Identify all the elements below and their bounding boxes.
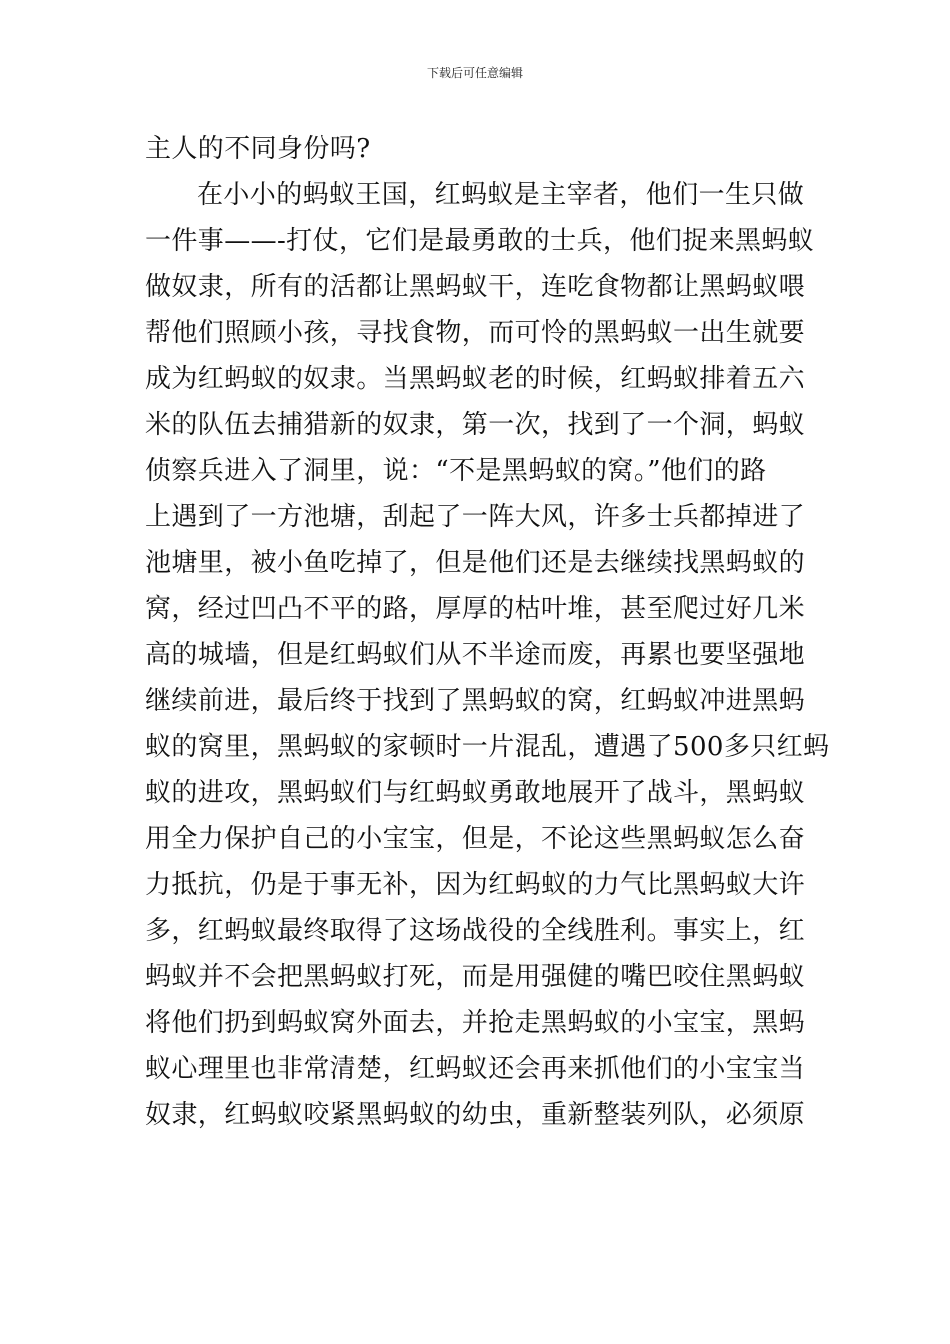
text-line: 蚁的窝里，黑蚂蚁的家顿时一片混乱，遭遇了500多只红蚂 <box>145 732 830 762</box>
text-line: 蚁心理里也非常清楚，红蚂蚁还会再来抓他们的小宝宝当 <box>145 1054 806 1084</box>
text-line: 上遇到了一方池塘，刮起了一阵大风，许多士兵都掉进了 <box>145 502 806 532</box>
text-line: 窝，经过凹凸不平的路，厚厚的枯叶堆，甚至爬过好几米 <box>145 594 806 624</box>
text-line: 侦察兵进入了洞里，说：“不是黑蚂蚁的窝。”他们的路 <box>145 456 767 486</box>
text-line: 蚂蚁并不会把黑蚂蚁打死，而是用强健的嘴巴咬住黑蚂蚁 <box>145 962 806 992</box>
text-line: 主人的不同身份吗? <box>145 134 371 164</box>
text-line: 继续前进，最后终于找到了黑蚂蚁的窝，红蚂蚁冲进黑蚂 <box>145 686 806 716</box>
text-line: 力抵抗，仍是于事无补，因为红蚂蚁的力气比黑蚂蚁大许 <box>145 870 806 900</box>
text-line: 用全力保护自己的小宝宝，但是，不论这些黑蚂蚁怎么奋 <box>145 824 806 854</box>
text-line: 做奴隶，所有的活都让黑蚂蚁干，连吃食物都让黑蚂蚁喂 <box>145 272 806 302</box>
text-line: 奴隶，红蚂蚁咬紧黑蚂蚁的幼虫，重新整装列队，必须原 <box>145 1100 806 1130</box>
text-line: 米的队伍去捕猎新的奴隶，第一次，找到了一个洞，蚂蚁 <box>145 410 806 440</box>
text-line: 多，红蚂蚁最终取得了这场战役的全线胜利。事实上，红 <box>145 916 806 946</box>
text-line: 将他们扔到蚂蚁窝外面去，并抢走黑蚂蚁的小宝宝，黑蚂 <box>145 1008 806 1038</box>
text-line: 池塘里，被小鱼吃掉了，但是他们还是去继续找黑蚂蚁的 <box>145 548 806 578</box>
text-line: 在小小的蚂蚁王国，红蚂蚁是主宰者，他们一生只做 <box>197 180 805 210</box>
text-line: 一件事——-打仗，它们是最勇敢的士兵，他们捉来黑蚂蚁 <box>145 226 815 256</box>
body-text <box>145 126 830 1138</box>
text-line: 成为红蚂蚁的奴隶。当黑蚂蚁老的时候，红蚂蚁排着五六 <box>145 364 806 394</box>
text-line: 蚁的进攻，黑蚂蚁们与红蚂蚁勇敢地展开了战斗，黑蚂蚁 <box>145 778 806 808</box>
header-note: 下载后可任意编辑 <box>426 66 523 80</box>
text-line: 高的城墙，但是红蚂蚁们从不半途而废，再累也要坚强地 <box>145 640 806 670</box>
text-line: 帮他们照顾小孩，寻找食物，而可怜的黑蚂蚁一出生就要 <box>145 318 806 348</box>
